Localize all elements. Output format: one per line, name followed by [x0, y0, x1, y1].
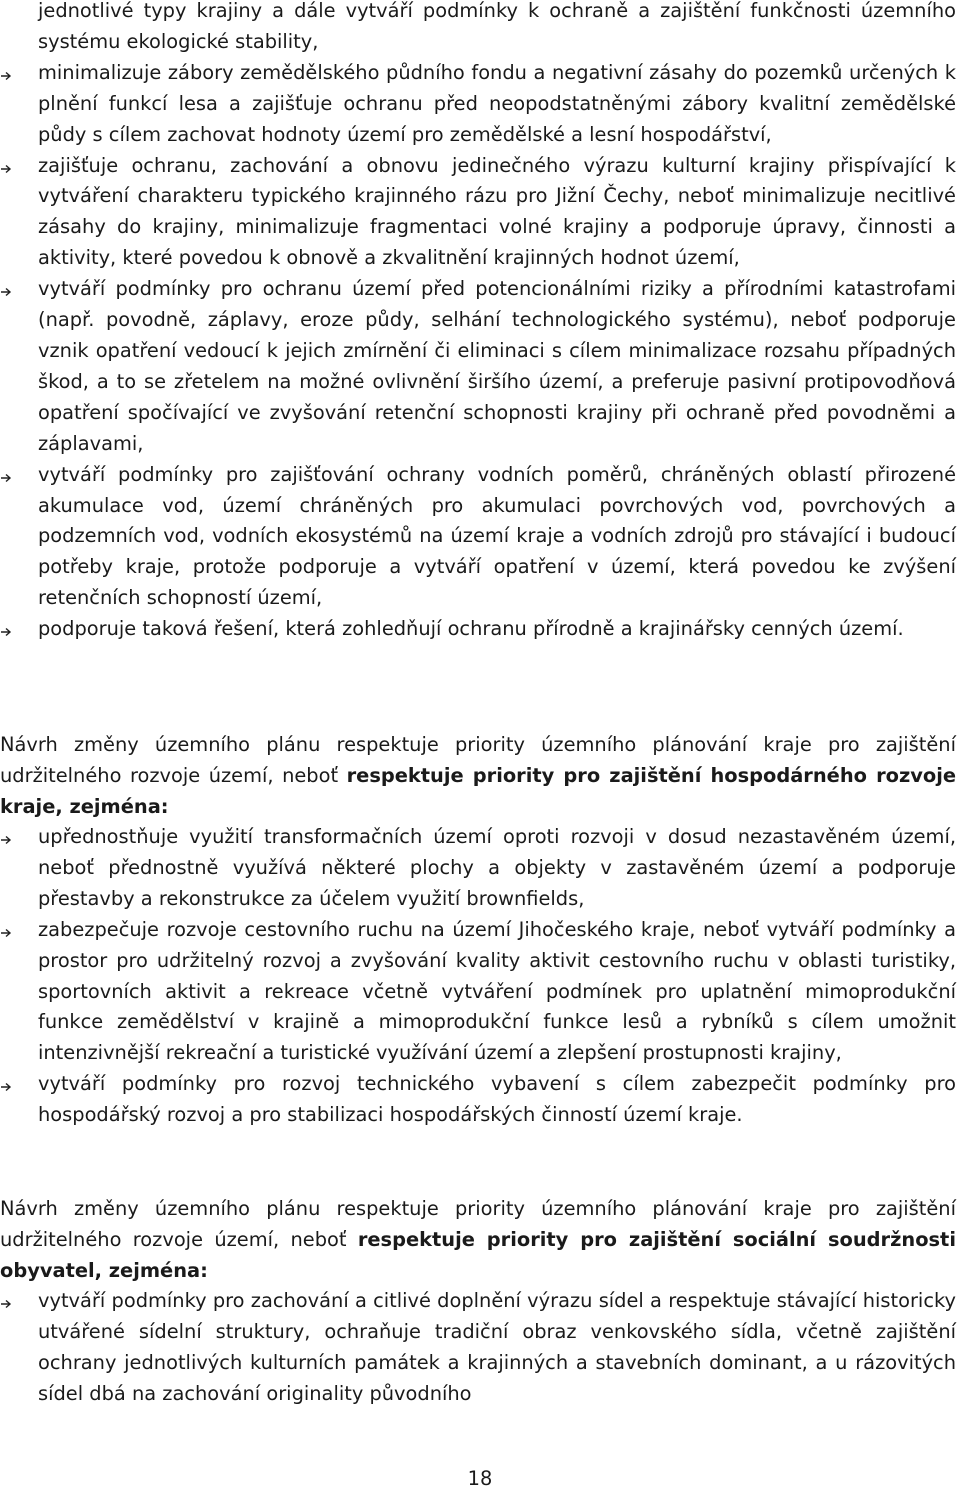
- arrow-bullet-icon: [0, 164, 12, 174]
- list-item: [0, 274, 956, 459]
- arrow-bullet-icon: [0, 1082, 12, 1092]
- arrow-bullet-icon: [0, 473, 12, 483]
- list-item-text: upřednostňuje využití transformačních území oproti rozvoji v dosud nezastavěném území, neboť přednostně využívá některé plochy a objekty v zastavěném území a podporuje přestavby a rekonstrukce za účelem využití brownfields,: [38, 825, 956, 910]
- list-item-text: minimalizuje zábory zemědělského půdního fondu a negativní zásahy do pozemků určených k plnění funkcí lesa a zajišťuje ochranu před neopodstatněnými zábory kvalitní zemědělské půdy s cílem zachovat hodnoty území pro zemědělské a lesní hospodářství,: [38, 60, 956, 146]
- continued-list-item: [0, 0, 956, 58]
- list-item: [0, 151, 956, 275]
- list-item: [0, 58, 956, 151]
- list-item: [0, 915, 956, 1070]
- list-item-text: vytváří podmínky pro zajišťování ochrany vodních poměrů, chráněných oblastí přirozené akumulace vod, území chráněných pro akumulaci povrchových vod, povrchových a podzemních vod, vodních ekosystémů na území kraje a vodních zdrojů pro stávající i budoucí potřeby kraje, protože podporuje a vytváří opatření v území, která povedou ke zvýšení retenčních schopností území,: [38, 462, 956, 610]
- list-item: [0, 1286, 956, 1410]
- list-item-text: vytváří podmínky pro zachování a citlivé doplnění výrazu sídel a respektuje stávající historicky utvářené sídelní struktury, ochraňuje tradiční obraz venkovského sídla, včetně zajištění ochrany jednotlivých kulturních památek a krajinných a stavebních dominant, a u rázovitých sídel dbá na zachování originality původního: [38, 1289, 956, 1405]
- list-item: [0, 614, 956, 645]
- intro-text: Návrh změny územního plánu respektuje priority územního plánování kraje pro zajištění udržitelného rozvoje území, neboť: [0, 1197, 956, 1251]
- list-item-text: zabezpečuje rozvoje cestovního ruchu na území Jihočeského kraje, neboť vytváří podmínky a prostor pro udržitelný rozvoj a zvyšování kvality aktivit cestovního ruchu v oblasti turistiky, sportovních aktivit a rekreace včetně vytváření podmínek pro uplatnění mimoprodukční funkce zemědělství v krajině a mimoprodukční funkce lesů a rybníků s cílem umožnit intenzivnější rekreační a turistické využívání území a zlepšení prostupnosti krajiny,: [38, 917, 956, 1065]
- list-item-text: jednotlivé typy krajiny a dále vytváří podmínky k ochraně a zajištění funkčnosti územního systému ekologické stability,: [38, 0, 956, 53]
- list-item-text: vytváří podmínky pro ochranu území před potencionálními riziky a přírodními katastrofami (např. povodně, záplavy, eroze půdy, selhání technologického systému), neboť podporuje vznik opatření vedoucí k jejich zmírnění či eliminaci s cílem minimalizace rozsahu případných škod, a to se zřetelem na možné ovlivnění širšího území, a preferuje pasivní protipovodňová opatření spočívající ve zvyšování retenční schopnosti krajiny při ochraně před povodněmi a záplavami,: [38, 277, 956, 455]
- arrow-bullet-icon: [0, 287, 12, 297]
- arrow-bullet-icon: [0, 835, 12, 845]
- list-item: [0, 822, 956, 915]
- bullet-list-economic: [0, 822, 956, 1131]
- list-item: [0, 1069, 956, 1131]
- bullet-list-landscape: [0, 0, 956, 645]
- list-item: [0, 460, 956, 615]
- intro-bold-text: respektuje priority pro zajištění sociální soudržnosti obyvatel, zejména:: [0, 1227, 956, 1282]
- arrow-bullet-icon: [0, 1299, 12, 1309]
- section-intro-economic: [0, 730, 956, 823]
- section-intro-social: [0, 1194, 956, 1287]
- intro-bold-text: respektuje priority pro zajištění hospodárného rozvoje kraje, zejména:: [0, 763, 956, 818]
- list-item-text: vytváří podmínky pro rozvoj technického vybavení s cílem zabezpečit podmínky pro hospodářský rozvoj a pro stabilizaci hospodářských činností území kraje.: [38, 1072, 956, 1127]
- arrow-bullet-icon: [0, 71, 12, 81]
- intro-text: Návrh změny územního plánu respektuje priority územního plánování kraje pro zajištění udržitelného rozvoje území, neboť: [0, 733, 956, 787]
- arrow-bullet-icon: [0, 928, 12, 938]
- arrow-bullet-icon: [0, 627, 12, 637]
- list-item-text: zajišťuje ochranu, zachování a obnovu jedinečného výrazu kulturní krajiny přispívající k vytváření charakteru typického krajinného rázu pro Jižní Čechy, neboť minimalizuje necitlivé zásahy do krajiny, minimalizuje fragmentaci volné krajiny a podporuje úpravy, činnosti a aktivity, které povedou k obnově a zkvalitnění krajinných hodnot území,: [38, 153, 956, 270]
- list-item-text: podporuje taková řešení, která zohledňují ochranu přírodně a krajinářsky cenných území.: [38, 617, 904, 641]
- bullet-list-social: [0, 1286, 956, 1410]
- page-number: 18: [467, 1467, 493, 1490]
